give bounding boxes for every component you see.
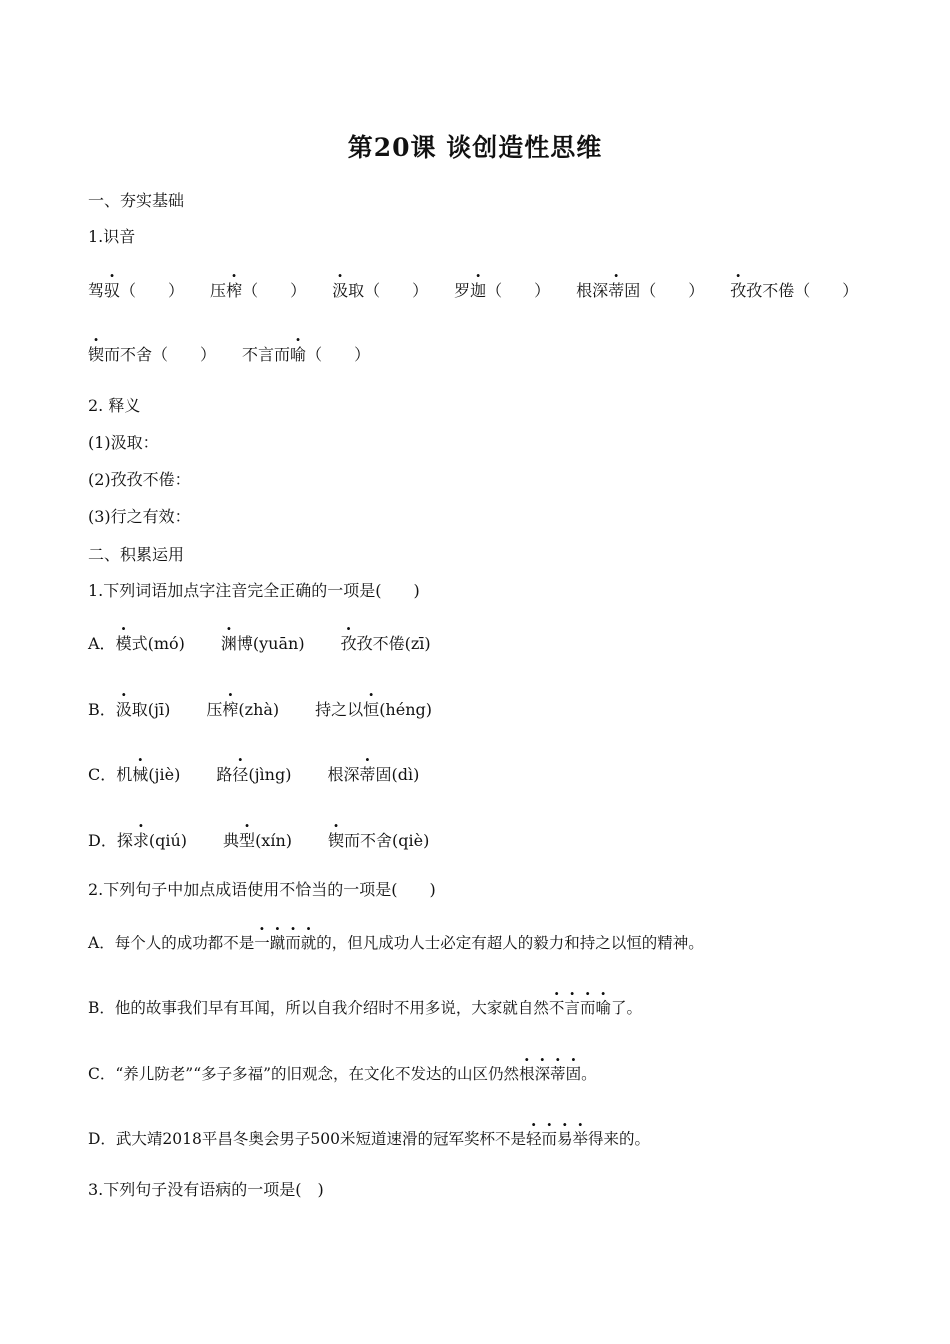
dotted-character: 汲 [332, 281, 349, 300]
pronunciation-row-1 [88, 281, 858, 301]
option-word: 压榨(zhà) [206, 700, 280, 719]
option-label: C． [88, 765, 117, 784]
pronunciation-row-2 [88, 345, 370, 365]
pronunciation-item: 根深蒂固（ ） [576, 281, 705, 300]
dotted-character: 而 [285, 934, 301, 952]
dotted-character: 蒂 [608, 281, 625, 300]
dotted-character: 榨 [226, 281, 243, 300]
dotted-character: 型 [239, 831, 256, 850]
dotted-character: 轻 [525, 1130, 542, 1148]
dotted-character: 蒂 [550, 1065, 566, 1083]
dotted-character: 言 [564, 999, 580, 1017]
dotted-character: 而 [579, 999, 596, 1017]
section-heading-1: 一、夯实基础 [88, 191, 185, 210]
option-word: 渊博(yuān) [220, 634, 305, 653]
dotted-character: 孜 [730, 281, 747, 300]
page-title: 第20课 谈创造性思维 [347, 133, 603, 162]
pronunciation-item: 汲取（ ） [332, 281, 429, 300]
option-word: 探求(qiú) [116, 831, 188, 850]
pronunciation-item: 不言而喻（ ） [242, 345, 371, 364]
option-word: 持之以恒(héng) [315, 700, 432, 719]
dotted-character: 而 [541, 1130, 557, 1148]
mc2-stem: 2.下列句子中加点成语使用不恰当的一项是( ) [88, 880, 436, 899]
mc2-option-c: C．“养儿防老”“多子多福”的旧观念，在文化不发达的山区仍然根深蒂固。 [88, 1065, 597, 1083]
mc1-option-b [88, 700, 432, 720]
dotted-character: 模 [115, 634, 132, 653]
option-word: 孜孜不倦(zī) [340, 634, 431, 653]
mc2-option-b: B．他的故事我们早有耳闻，所以自我介绍时不用多说，大家就自然不言而喻了。 [88, 999, 642, 1017]
mc1-option-a [88, 634, 431, 654]
dotted-character: 就 [300, 934, 317, 952]
pronunciation-item: 罗迦（ ） [454, 281, 551, 300]
dotted-character: 汲 [115, 700, 132, 719]
dotted-character: 锲 [328, 831, 345, 850]
dotted-character: 根 [519, 1065, 535, 1083]
question-1-heading: 1.识音 [88, 227, 136, 246]
option-word: 汲取(jī) [115, 700, 171, 719]
dotted-character: 蹴 [269, 934, 286, 952]
dotted-character: 一 [254, 934, 270, 952]
dotted-character: 孜 [340, 634, 357, 653]
option-label: B． [88, 700, 116, 719]
definition-item-3: (3)行之有效： [88, 507, 191, 526]
dotted-character: 迦 [470, 281, 487, 300]
dotted-character: 渊 [220, 634, 237, 653]
mc3-stem: 3.下列句子没有语病的一项是( ) [88, 1180, 324, 1199]
dotted-character: 喻 [290, 345, 307, 364]
pronunciation-item: 锲而不舍（ ） [88, 345, 217, 364]
option-word: 锲而不舍(qiè) [328, 831, 430, 850]
dotted-character: 不 [548, 999, 565, 1017]
option-word: 典型(xín) [223, 831, 292, 850]
dotted-character: 锲 [88, 345, 105, 364]
option-label: D． [88, 831, 117, 850]
dotted-character: 驭 [104, 281, 121, 300]
dotted-character: 恒 [363, 700, 380, 719]
mc1-option-d [88, 831, 429, 851]
option-word: 根深蒂固(dì) [327, 765, 420, 784]
dotted-character: 求 [132, 831, 149, 850]
pronunciation-item: 压榨（ ） [210, 281, 307, 300]
definition-item-1: (1)汲取： [88, 433, 159, 452]
mc2-option-a: A．每个人的成功都不是一蹴而就的，但凡成功人士必定有超人的毅力和持之以恒的精神。 [88, 934, 704, 952]
dotted-character: 易 [557, 1130, 573, 1148]
dotted-character: 径 [232, 765, 249, 784]
dotted-character: 举 [572, 1130, 589, 1148]
pronunciation-item: 孜孜不倦（ ） [730, 281, 859, 300]
definition-item-2: (2)孜孜不倦： [88, 470, 191, 489]
dotted-character: 固 [565, 1065, 582, 1083]
dotted-character: 蒂 [359, 765, 376, 784]
mc1-option-c [88, 765, 419, 785]
mc2-option-d: D．武大靖2018平昌冬奥会男子500米短道速滑的冠军奖杯不是轻而易举得来的。 [88, 1130, 651, 1148]
dotted-character: 械 [132, 765, 149, 784]
section-heading-2: 二、积累运用 [88, 545, 185, 564]
option-word: 机械(jiè) [116, 765, 181, 784]
mc1-stem: 1.下列词语加点字注音完全正确的一项是( ) [88, 581, 420, 600]
option-word: 路径(jìng) [216, 765, 292, 784]
question-2-heading: 2. 释义 [88, 396, 141, 415]
dotted-character: 榨 [222, 700, 239, 719]
dotted-character: 深 [534, 1065, 551, 1083]
dotted-character: 喻 [595, 999, 611, 1017]
pronunciation-item: 驾驭（ ） [88, 281, 185, 300]
option-label: A． [88, 634, 116, 653]
option-word: 模式(mó) [115, 634, 185, 653]
